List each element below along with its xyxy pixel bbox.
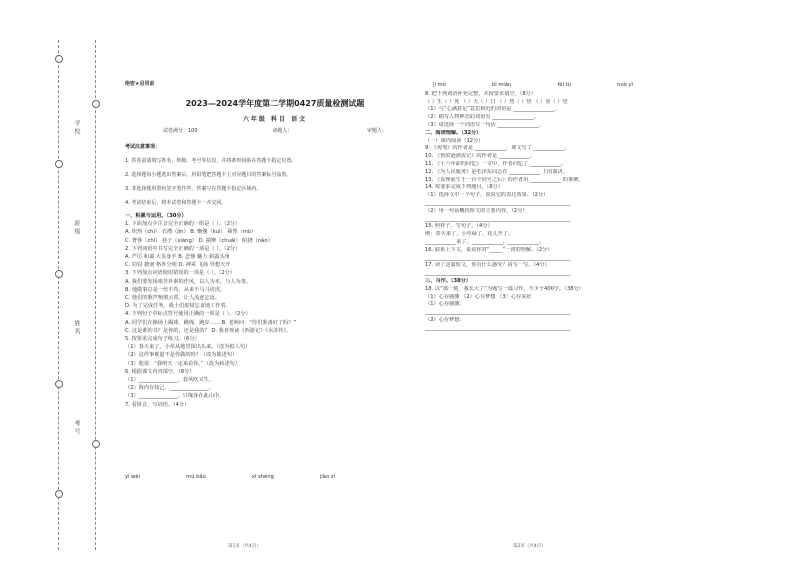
secret-mark: 绝密★启用前 — [125, 81, 155, 87]
exam-line: A. 严厉 和蔼 大显身手 B. 悲惨 魅力 崭露头角 — [125, 254, 230, 261]
exam-line: 15. 照样子，写句子。（4分） — [425, 223, 493, 230]
exam-line: ________________________________________________________ — [425, 254, 571, 261]
exam-line: （2）这件事难道不是你做的吗？（改为陈述句） — [125, 352, 238, 359]
pinyin-item: féi tù — [557, 82, 571, 88]
exam-line: （3）_______________，只缘身在此山中。 — [125, 393, 225, 400]
exam-line: B. 他做事总是一丝不苟，从来不马马虎虎。 — [125, 286, 226, 293]
exam-line: C. 他们的歌声响彻云霄，让人流连忘返。 — [125, 295, 221, 302]
exam-line: 二、阅读理解。（32分） — [425, 129, 482, 136]
exam-line: （1）心存感激 （2）心存梦想 （3）心存美好 — [425, 293, 532, 300]
exam-line: ________________________________________________________ — [425, 309, 571, 316]
binding-margin — [40, 40, 110, 550]
exam-line: 例：春天来了，小草绿了，花儿开了。 — [425, 231, 514, 238]
exam-line: 一、积累与运用。（30分） — [125, 213, 187, 219]
notice-item: 4. 考试结束后，将本试卷和答题卡一并交回。 — [125, 200, 227, 206]
exam-line: 13. 《真理诞生于一百个问号之后》的作者用 ____________ 的事例。 — [425, 176, 584, 183]
binding-label-class: 班级 — [73, 220, 80, 236]
exam-line: （3）请选择一个词语写一句话 ________________。 — [425, 121, 545, 128]
exam-line: 16. 联系上下文，说说你对“_____”一词的理解。（2分） — [425, 246, 553, 253]
exam-line: （2）用一句话概括短文的主要内容。（2分） — [425, 207, 528, 214]
exam-line: 14. 按要求完成下列题目。（6分） — [425, 184, 504, 191]
exam-line: 4. 下列句子中标点符号使用正确的一项是（ ）。（2分） — [125, 311, 251, 318]
exam-line: 1. 下面加点字注音完全正确的一组是（ ）。（2分） — [125, 221, 241, 228]
binding-line-outer — [58, 40, 59, 550]
left-column — [125, 212, 425, 409]
exam-line: （一）课内阅读（12分） — [425, 137, 484, 144]
exam-line: 18. 以“那一刻，我长大了”为题写一篇习作，不少于400字。（38分） — [425, 285, 584, 292]
exam-line: （3）他说：“我明天一定来看你。”（改为转述句） — [125, 360, 241, 367]
notice-item: 1. 答卷前请填写姓名、班级、考号等信息，并将条形码贴在答题卡指定位置。 — [125, 158, 297, 164]
binding-hole — [55, 55, 63, 63]
exam-line: 9. 《匆匆》的作者是 ____________，课文写了 ____________。 — [425, 145, 570, 152]
exam-line: （1）_______________，春风吹又生。 — [125, 377, 214, 384]
notice-item: 3. 非选择题用黑色签字笔作答，答案写在答题卡指定区域内。 — [125, 186, 262, 192]
exam-line: ____________来了，____________，____________。 — [425, 238, 545, 245]
exam-line: A. 同学们在操场上踢球、跳绳、跑步…… B. 老师问：“你们准备好了吗？” — [125, 319, 297, 326]
exam-line: A. 我们要发扬艰苦朴素的作风，以人为本，与人为善。 — [125, 278, 252, 285]
exam-line: C. 窃窃 搪塞 格外分明 D. 神采 飞扬 异想天开 — [125, 262, 231, 269]
exam-line: 6. 根据课文内容填空。（8分） — [125, 368, 195, 375]
pinyin-item: yì wèi — [125, 474, 141, 480]
binding-hole — [55, 380, 63, 388]
exam-line: 5. 按要求完成句子练习。（6分） — [125, 336, 200, 343]
exam-line: ________________________________________________________ — [425, 199, 571, 206]
pinyin-item: bì miǎn — [491, 82, 512, 88]
exam-line: 17. 读了这篇短文，你有什么感受？请写一写。（4分） — [425, 262, 550, 269]
binding-hole — [55, 490, 63, 498]
exam-line: （1）选择文中一个句子，说说它的表达效果。（2分） — [425, 192, 549, 199]
right-lines — [425, 91, 725, 333]
exam-line: （2）海内存知己，_______________。 — [125, 385, 214, 392]
binding-hole — [92, 440, 100, 448]
page-footer-left: 第1页（共4页） — [228, 544, 261, 549]
exam-line: 12. 《为人民服务》是毛泽东同志在 ____________ 上的演讲。 — [425, 168, 568, 175]
binding-hole — [92, 100, 100, 108]
notice-heading: 考试注意事项： — [125, 144, 161, 150]
pinyin-item: jí mò — [433, 82, 446, 88]
binding-hole — [55, 270, 63, 278]
setter: 命题人： — [272, 128, 293, 134]
exam-line: C. 奢侈（chǐ） 巷子（xiàng） D. 揣摩（chuǎi） 阻挠（náo） — [125, 237, 273, 244]
binding-label-name: 姓名 — [73, 320, 80, 336]
notice-item: 2. 选择题每小题选出答案后，用铅笔把答题卡上对应题目的答案标号涂黑。 — [125, 172, 292, 178]
exam-line: （2）心存梦想： — [425, 316, 465, 323]
exam-line: 11. 《十六年前的回忆》一文中，作者回忆了 ____________。 — [425, 160, 567, 167]
exam-line: （1）与“心满意足”意思相近的词语是 ________________。 — [425, 106, 560, 113]
reviewer: 审题人： — [366, 128, 387, 134]
exam-line: 三、习作。（38分） — [425, 277, 472, 284]
exam-line: ________________________________________________________ — [425, 324, 571, 331]
pinyin-item: jiāo zì — [319, 474, 335, 480]
binding-label-school: 学校 — [73, 120, 80, 136]
pinyin-top-row — [425, 82, 633, 90]
page-footer-right: 第2页（共4页） — [513, 544, 546, 549]
exam-line: 3. 下列加点词语使用错误的一项是（ ）。（2分） — [125, 270, 236, 277]
exam-line: D. 为了完成任务，战士们废寝忘食地工作着。 — [125, 303, 231, 310]
binding-hole — [55, 160, 63, 168]
exam-title: 2023—2024学年度第二学期0427质量检测试题 — [185, 99, 365, 108]
binding-line-inner — [95, 40, 96, 550]
right-column — [425, 82, 725, 333]
exam-line: 7. 看拼音，写词语。（4分） — [125, 401, 190, 408]
full-score: 试卷满分：100 — [163, 128, 198, 134]
exam-line: （2）描写人物神态的词语有 ________________。 — [425, 114, 539, 121]
exam-line: （ ）生（ ）死 （ ）天（ ）日 （ ）然（ ）悟 （ ）喜（ ）望 — [425, 98, 568, 105]
pinyin-row — [125, 474, 415, 480]
notice-list — [125, 140, 425, 210]
binding-label-id: 考号 — [73, 420, 80, 436]
exam-line: ________________________________________________________ — [425, 270, 571, 277]
exam-line: ________________________________________________________ — [425, 215, 571, 222]
exam-line: 2. 下列词语中书写完全正确的一项是（ ）。（2分） — [125, 245, 241, 252]
pinyin-item: mú bǎo — [186, 474, 206, 480]
exam-subtitle: 六年级 科目 语文 — [242, 116, 308, 123]
pinyin-item: xī shēng — [251, 474, 274, 480]
exam-line: C. 这是谁的书？是你的，还是我的？ D. 我喜欢读《西游记》《水浒传》。 — [125, 327, 292, 334]
exam-line: A. 炽热（chì） 衣襟（jīn） B. 惭愧（kuì） 蓦然（mò） — [125, 229, 257, 236]
exam-line: 8. 把下列词语补充完整，并按要求填空。（8分） — [425, 90, 537, 97]
exam-meta — [125, 127, 425, 134]
exam-line: （1）春天来了，小草从地里探出头来。（改为拟人句） — [125, 344, 251, 351]
pinyin-item: nuò yì — [617, 82, 633, 88]
exam-line: 10. 《鲁滨逊漂流记》的作者是 ____________。 — [425, 153, 536, 160]
exam-line: （1）心存感激： — [425, 301, 465, 308]
